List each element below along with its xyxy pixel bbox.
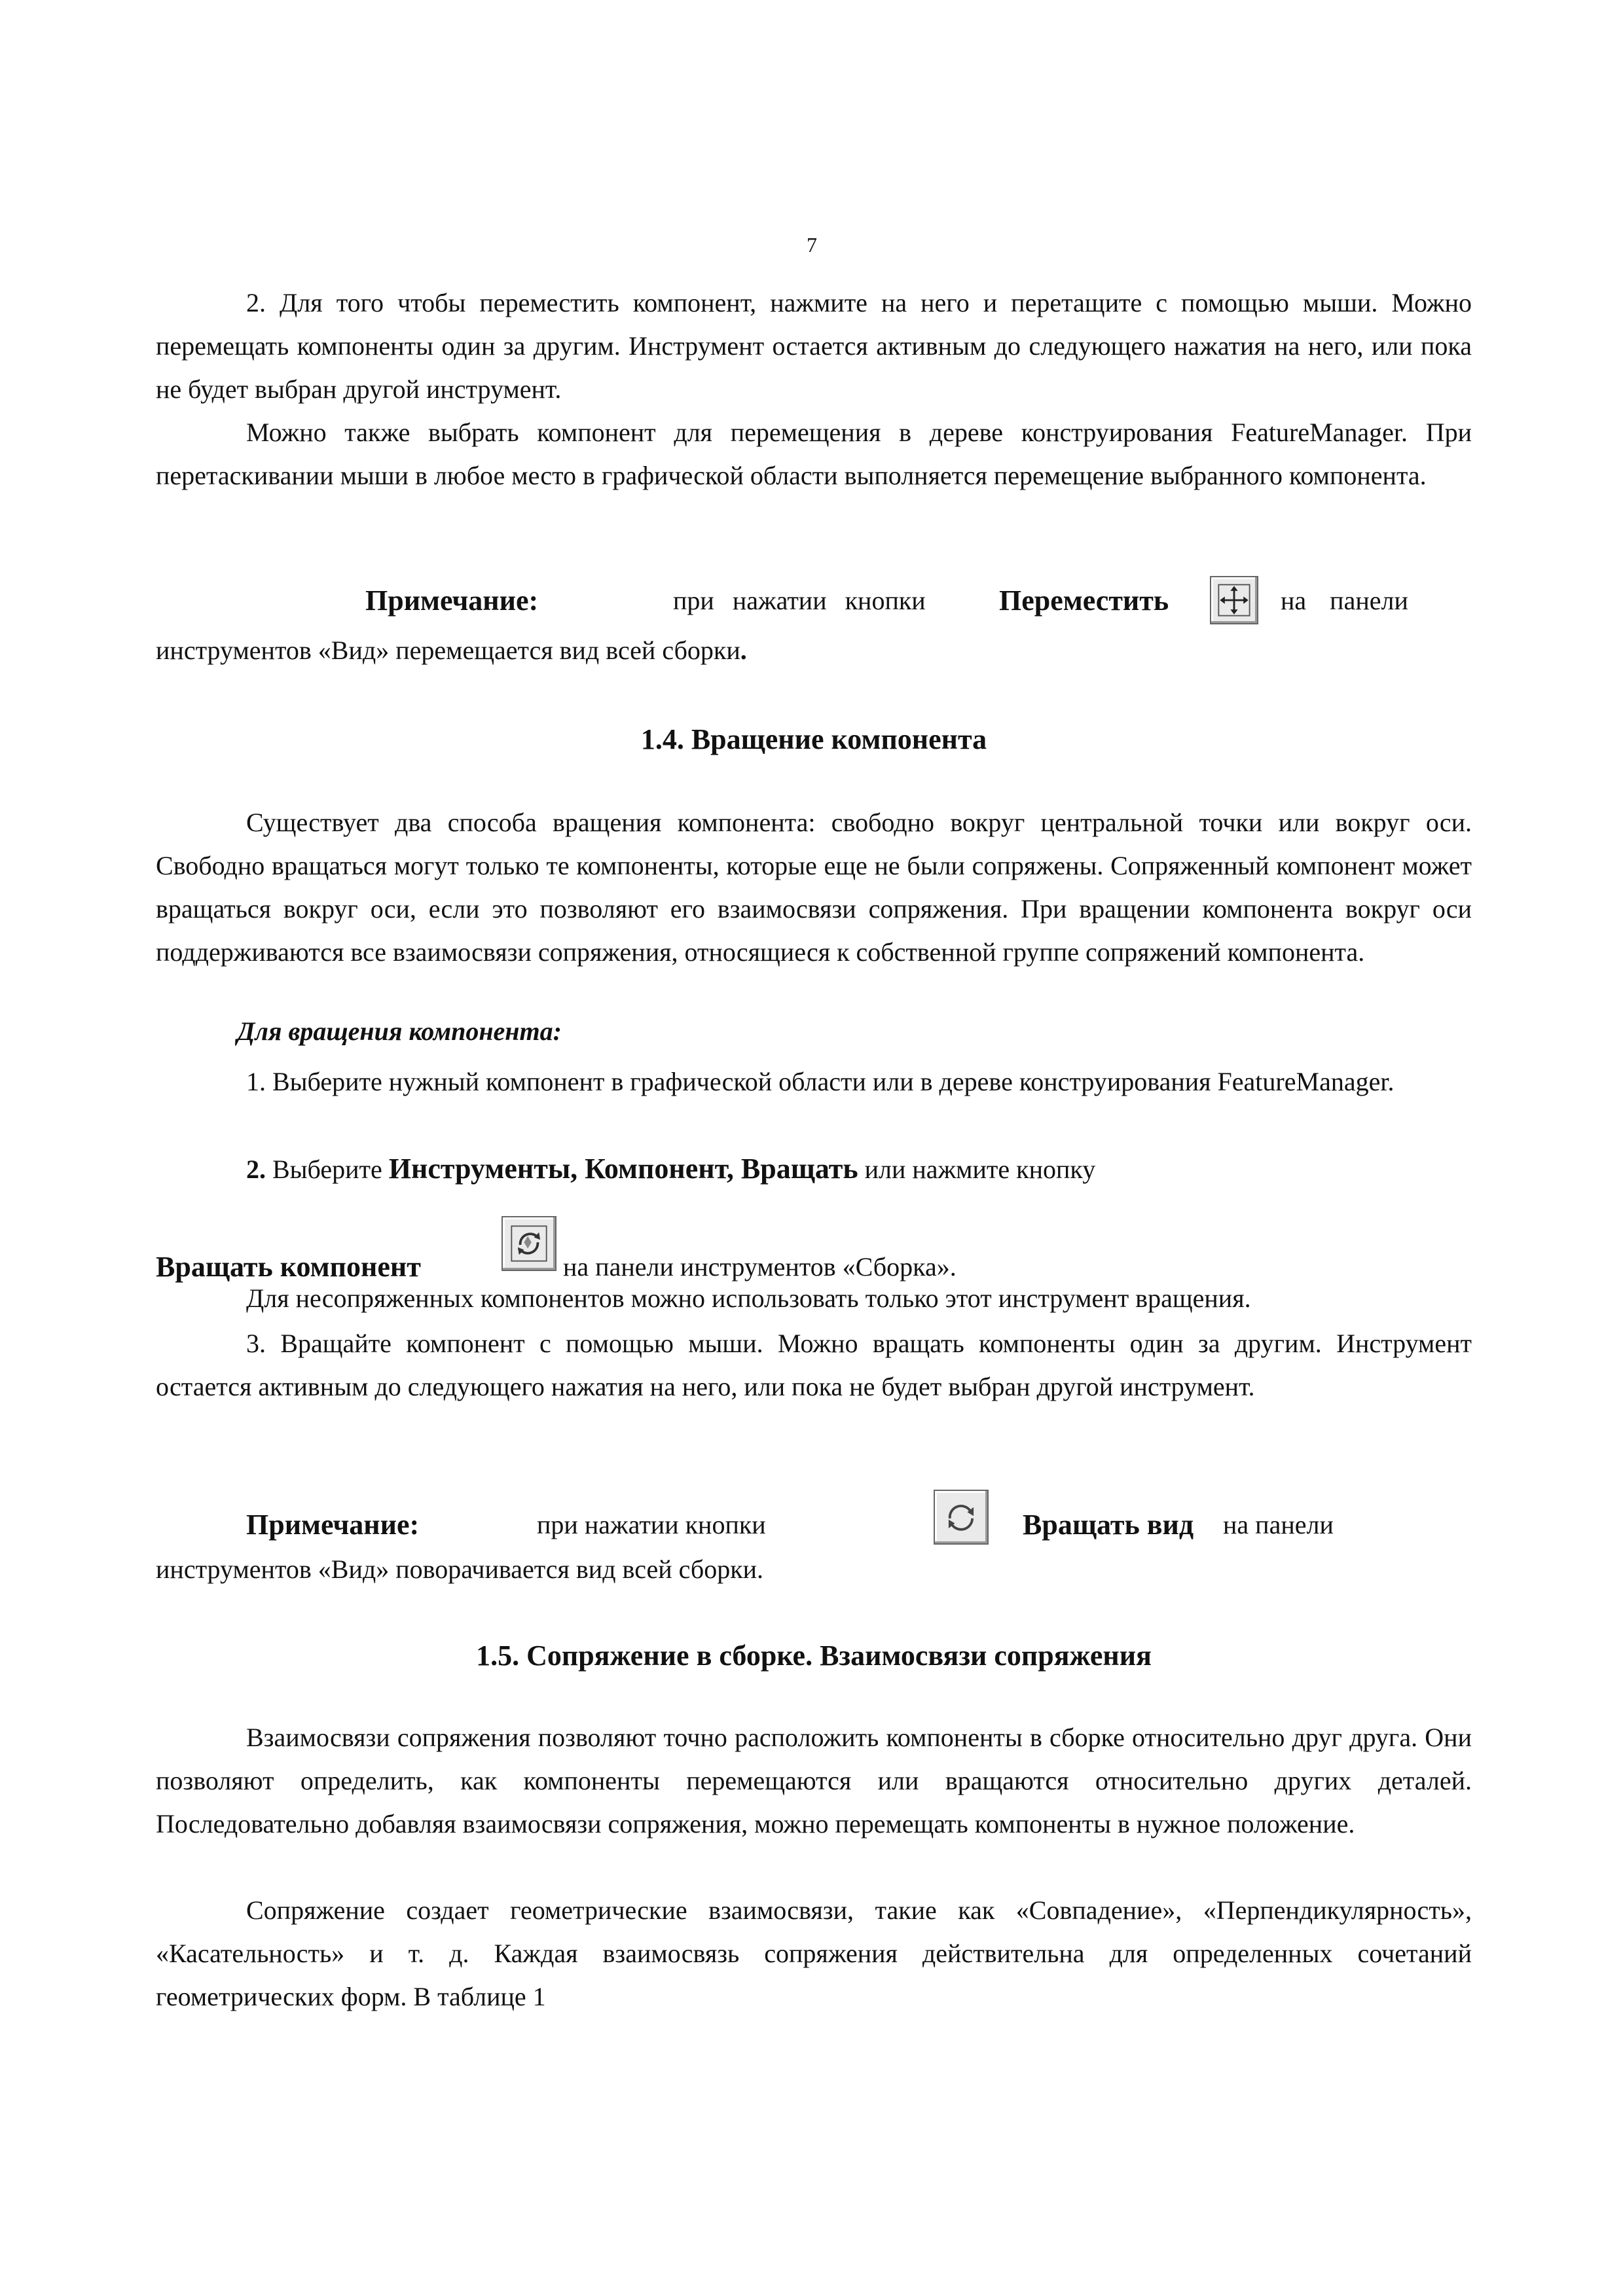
rotate-note-label: Примечание: (246, 1509, 420, 1541)
rotate-note-line-2: инструментов «Вид» поворачивается вид всей сборки. (156, 1554, 764, 1584)
rotate-component-text: на панели инструментов «Сборка». (563, 1252, 957, 1282)
rotate-view-note (156, 1490, 1472, 1549)
rotate-menu-path: Инструменты, Компонент, Вращать (388, 1153, 858, 1185)
unmated-note: Для несопряженных компонентов можно использовать только этот инструмент вращения. (246, 1283, 1251, 1313)
rotate-component-icon (501, 1216, 556, 1271)
move-note-text-2: на панели (1281, 586, 1408, 615)
rotate-view-icon (934, 1490, 989, 1545)
page-number: 7 (807, 233, 817, 257)
move-arrows-icon (1210, 576, 1258, 624)
rotate-view-button-name: Вращать вид (1023, 1509, 1194, 1541)
mate-paragraph-2: Сопряжение создает геометрические взаимосвязи, такие как «Совпадение», «Перпендикулярность», «Касательность» и т. д. Каждая взаимосвязь сопряжения действительна для определенных сочетаний геометрических форм. В таблице 1 (156, 1895, 1472, 2011)
rotate-step-3: 3. Вращайте компонент с помощью мыши. Можно вращать компоненты один за другим. Инструмент остается активным до следующего нажатия на него, или пока не будет выбран другой инструмент. (156, 1329, 1472, 1401)
rotate-step-1: 1. Выберите нужный компонент в графической области или в дереве конструирования FeatureManager. (246, 1067, 1395, 1096)
move-note-period: . (740, 636, 747, 665)
rotate-component-button-name: Вращать компонент (156, 1251, 421, 1283)
rotate-note-text-2: на панели (1223, 1510, 1334, 1539)
move-note-line-2: инструментов «Вид» перемещается вид всей сборки. (156, 636, 747, 665)
mate-paragraph-1: Взаимосвязи сопряжения позволяют точно расположить компоненты в сборке относительно друг друга. Они позволяют определить, как компоненты перемещаются или вращаются относительно других деталей. Последовательно добавляя взаимосвязи сопряжения, можно перемещать компоненты в нужное положение. (156, 1723, 1472, 1839)
move-note-text: при нажатии кнопки (673, 586, 926, 615)
move-button-name: Переместить (999, 584, 1169, 617)
move-note (156, 576, 1472, 635)
rotate-heading: 1.4. Вращение компонента (640, 723, 987, 755)
rotate-component-line (156, 1216, 1472, 1283)
rotate-step-2: 2. Выберите Инструменты, Компонент, Вращать или нажмите кнопку (246, 1153, 1096, 1185)
rotate-subheading: Для вращения компонента: (237, 1016, 562, 1046)
move-featuremanager-paragraph: Можно также выбрать компонент для перемещения в дереве конструирования FeatureManager. При перетаскивании мыши в любое место в графической области выполняется перемещение выбранного компонента. (156, 418, 1472, 490)
move-step-2: 2. Для того чтобы переместить компонент, нажмите на него и перетащите с помощью мыши. Можно перемещать компоненты один за другим. Инструмент остается активным до следующего нажатия на него, или пока не будет выбран другой инструмент. (156, 288, 1472, 404)
mate-heading: 1.5. Сопряжение в сборке. Взаимосвязи сопряжения (476, 1640, 1152, 1672)
move-note-label: Примечание: (365, 584, 539, 617)
rotate-intro: Существует два способа вращения компонента: свободно вокруг центральной точки или вокруг оси. Свободно вращаться могут только те компоненты, которые еще не были сопряжены. Сопряженный компонент может вращаться вокруг оси, если это позволяют его взаимосвязи сопряжения. При вращении компонента вокруг оси поддерживаются все взаимосвязи сопряжения, относящиеся к собственной группе сопряжений компонента. (156, 808, 1472, 967)
rotate-note-text: при нажатии кнопки (537, 1510, 766, 1539)
